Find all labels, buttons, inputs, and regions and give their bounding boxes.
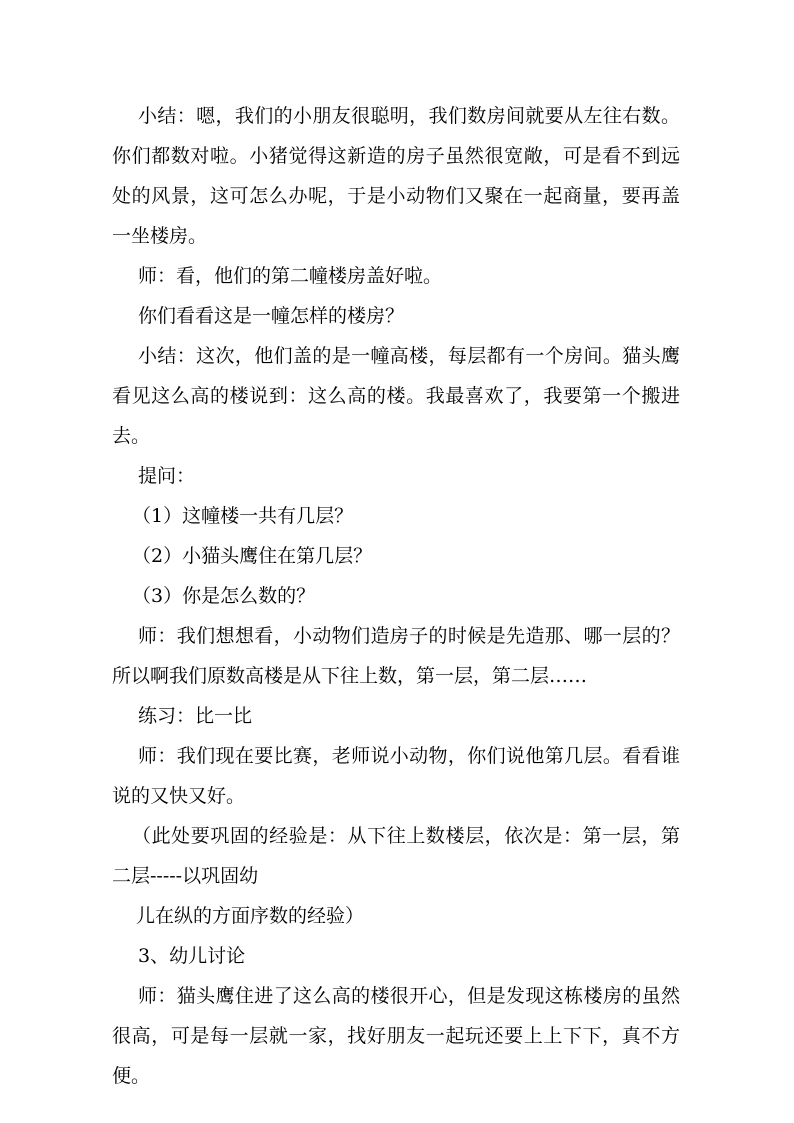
document-body: [112, 96, 680, 1096]
question-item-1: （1）这幢楼一共有几层？: [132, 505, 354, 527]
exercise-heading: 练习：比一比: [138, 705, 253, 727]
note-paragraph-1: （此处要巩固的经验是：从下往上数楼层，依次是：第一层，第二层-----以巩固幼: [112, 825, 680, 887]
note-paragraph-2: 儿在纵的方面序数的经验）: [136, 905, 365, 927]
summary-paragraph-2: 小结：这次，他们盖的是一幢高楼，每层都有一个房间。猫头鹰看见这么高的楼说到：这么高的楼。我最喜欢了，我要第一个搬进去。: [112, 345, 680, 447]
question-item-3: （3）你是怎么数的？: [132, 585, 316, 607]
question-item-2: （2）小猫头鹰住在第几层？: [132, 545, 373, 567]
teacher-paragraph-2: 师：我们想想看，小动物们造房子的时候是先造那、哪一层的？所以啊我们原数高楼是从下往上数，第一层，第二层……: [112, 625, 680, 687]
section-heading-3: 3、幼儿讨论: [138, 945, 246, 967]
question-line-1: 你们看看这是一幢怎样的楼房？: [138, 305, 405, 327]
summary-paragraph-1: 小结：嗯，我们的小朋友很聪明，我们数房间就要从左往右数。你们都数对啦。小猪觉得这新造的房子虽然很宽敞，可是看不到远处的风景，这可怎么办呢，于是小动物们又聚在一起商量，要再盖一坐楼房。: [112, 105, 680, 247]
teacher-paragraph-4: 师：猫头鹰住进了这么高的楼很开心，但是发现这栋楼房的虽然很高，可是每一层就一家，找好朋友一起玩还要上上下下，真不方便。: [112, 985, 680, 1087]
prompt-heading: 提问：: [138, 465, 196, 487]
teacher-paragraph-3: 师：我们现在要比赛，老师说小动物，你们说他第几层。看看谁说的又快又好。: [112, 745, 680, 807]
teacher-line-1: 师：看，他们的第二幢楼房盖好啦。: [138, 265, 443, 287]
